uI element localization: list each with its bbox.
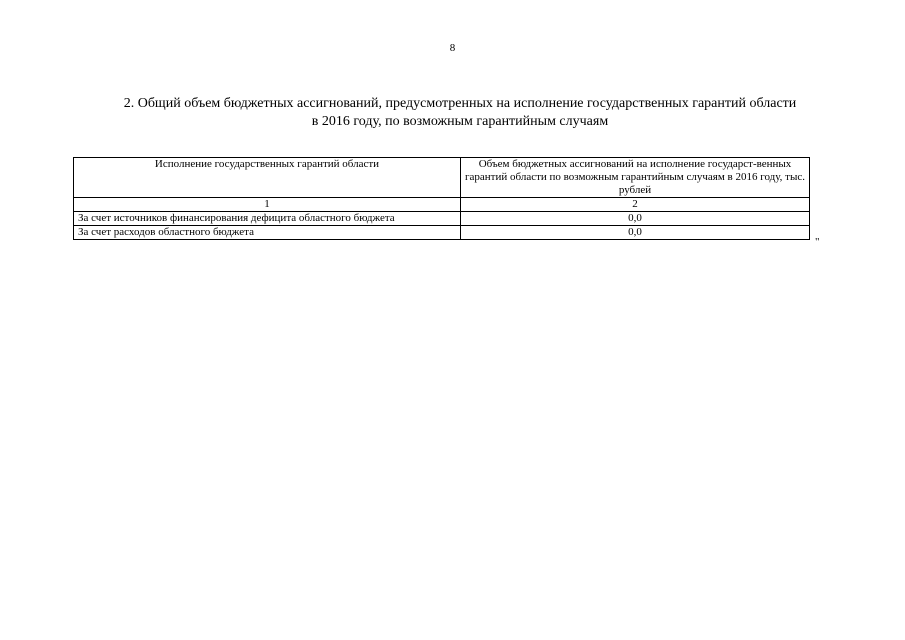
table-header-row xyxy=(74,158,810,198)
column-header-allocation-volume: Объем бюджетных ассигнований на исполнение государст-венных гарантий области по возможным гарантийным случаям в 2016 году, тыс. рублей xyxy=(461,158,810,198)
page-number: 8 xyxy=(449,42,456,54)
table-row xyxy=(74,226,810,240)
column-header-guarantee-execution: Исполнение государственных гарантий области xyxy=(74,158,461,198)
section-heading-line-1: 2. Общий объем бюджетных ассигнований, предусмотренных на исполнение государственных гарантий области xyxy=(123,96,797,111)
budget-allocations-table xyxy=(73,157,810,240)
row-value: 0,0 xyxy=(461,212,810,226)
column-number-row xyxy=(74,198,810,212)
column-number-1: 1 xyxy=(74,198,461,212)
section-heading xyxy=(60,95,860,131)
row-value: 0,0 xyxy=(461,226,810,240)
table-row xyxy=(74,212,810,226)
section-heading-line-2: в 2016 году, по возможным гарантийным случаям xyxy=(311,114,609,129)
row-label: За счет расходов областного бюджета xyxy=(74,226,461,240)
column-number-2: 2 xyxy=(461,198,810,212)
closing-quote-mark: " xyxy=(815,236,820,248)
row-label: За счет источников финансирования дефицита областного бюджета xyxy=(74,212,461,226)
